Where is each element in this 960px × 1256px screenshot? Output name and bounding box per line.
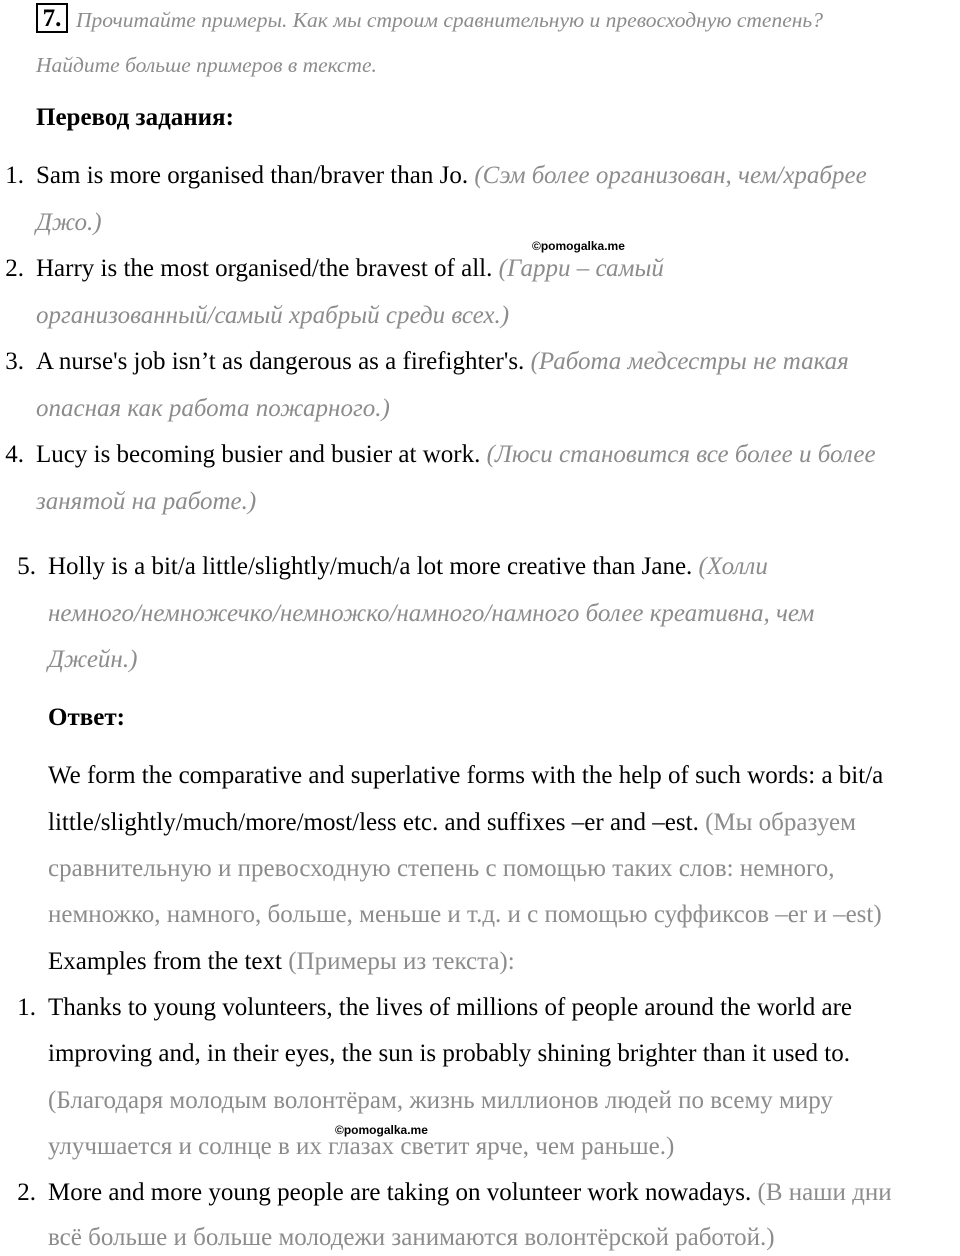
answer-line-5	[48, 946, 515, 978]
example-5-en: Holly is a bit/a little/slightly/much/a lot more creative than Jane.	[48, 553, 693, 580]
example-1-en: Sam is more organised than/braver than Jo.	[36, 162, 469, 189]
text-example-2-ru: (В наши дни	[757, 1179, 892, 1206]
example-4-ru: (Люси становится все более и более	[486, 441, 876, 468]
example-5-ru: (Холли	[698, 553, 768, 580]
example-2-ru-cont: организованный/самый храбрый среди всех.)	[36, 302, 510, 329]
text-example-2-line1	[48, 1177, 892, 1209]
answer-line-2	[48, 807, 856, 839]
example-2	[36, 253, 664, 285]
example-3-en: A nurse's job isn’t as dangerous as a firefighter's.	[36, 348, 525, 375]
text-example-1-ru-line2: улучшается и солнце в их глазах светит ярче, чем раньше.)	[48, 1133, 675, 1160]
task-instruction-line1: Прочитайте примеры. Как мы строим сравнительную и превосходную степень?	[76, 8, 823, 32]
text-example-1-en-line2: improving and, in their eyes, the sun is probably shining brighter than it used to.	[48, 1040, 850, 1067]
example-4-ru-cont: занятой на работе.)	[36, 488, 257, 515]
text-example-2-ru-line2: всё больше и больше молодежи занимаются волонтёрской работой.)	[48, 1224, 775, 1251]
task-instruction-line2: Найдите больше примеров в тексте.	[36, 53, 377, 77]
example-1-ru-cont: Джо.)	[36, 209, 102, 236]
example-4-en: Lucy is becoming busier and busier at work.	[36, 441, 481, 468]
answer-line-1: We form the comparative and superlative forms with the help of such words: a bit/a	[48, 762, 884, 789]
watermark-2: ©pomogalka.me	[335, 1123, 428, 1137]
text-example-1-ru-line1: (Благодаря молодым волонтёрам, жизнь миллионов людей по всему миру	[48, 1087, 833, 1114]
example-2-en: Harry is the most organised/the bravest of all.	[36, 255, 493, 282]
example-2-ru: (Гарри – самый	[498, 255, 664, 282]
watermark: ©pomogalka.me	[532, 239, 625, 253]
example-1	[36, 160, 867, 192]
answer-line-2-ru: (Мы образуем	[705, 809, 856, 836]
example-3-ru-cont: опасная как работа пожарного.)	[36, 395, 390, 422]
text-example-2-number: 2.	[17, 1179, 36, 1206]
answer-line-4: немножко, намного, больше, меньше и т.д. и с помощью суффиксов –er и –est)	[48, 901, 882, 928]
example-4	[36, 439, 876, 471]
example-5-number: 5.	[17, 553, 36, 580]
example-4-number: 4.	[5, 441, 24, 468]
text-example-2-en: More and more young people are taking on volunteer work nowadays.	[48, 1179, 752, 1206]
example-3-number: 3.	[5, 348, 24, 375]
task-number-box: 7.	[36, 3, 68, 33]
answer-line-5-ru: (Примеры из текста):	[288, 948, 515, 975]
example-1-number: 1.	[5, 162, 24, 189]
example-3	[36, 346, 849, 378]
answer-line-3: сравнительную и превосходную степень с помощью таких слов: немного,	[48, 855, 835, 882]
example-5	[48, 551, 768, 583]
text-example-1-en-line1: Thanks to young volunteers, the lives of millions of people around the world are	[48, 994, 852, 1021]
answer-heading: Ответ:	[48, 704, 125, 731]
example-1-ru: (Сэм более организован, чем/храбрее	[474, 162, 867, 189]
answer-line-5-en: Examples from the text	[48, 948, 282, 975]
answer-line-2-en: little/slightly/much/more/most/less etc. and suffixes –er and –est.	[48, 809, 699, 836]
translation-heading: Перевод задания:	[36, 104, 234, 131]
example-5-ru-cont2: Джейн.)	[48, 646, 138, 673]
text-example-1-number: 1.	[17, 994, 36, 1021]
example-2-number: 2.	[5, 255, 24, 282]
example-5-ru-cont: немного/немножечко/немножко/намного/намного более креативна, чем	[48, 600, 815, 627]
example-3-ru: (Работа медсестры не такая	[530, 348, 849, 375]
